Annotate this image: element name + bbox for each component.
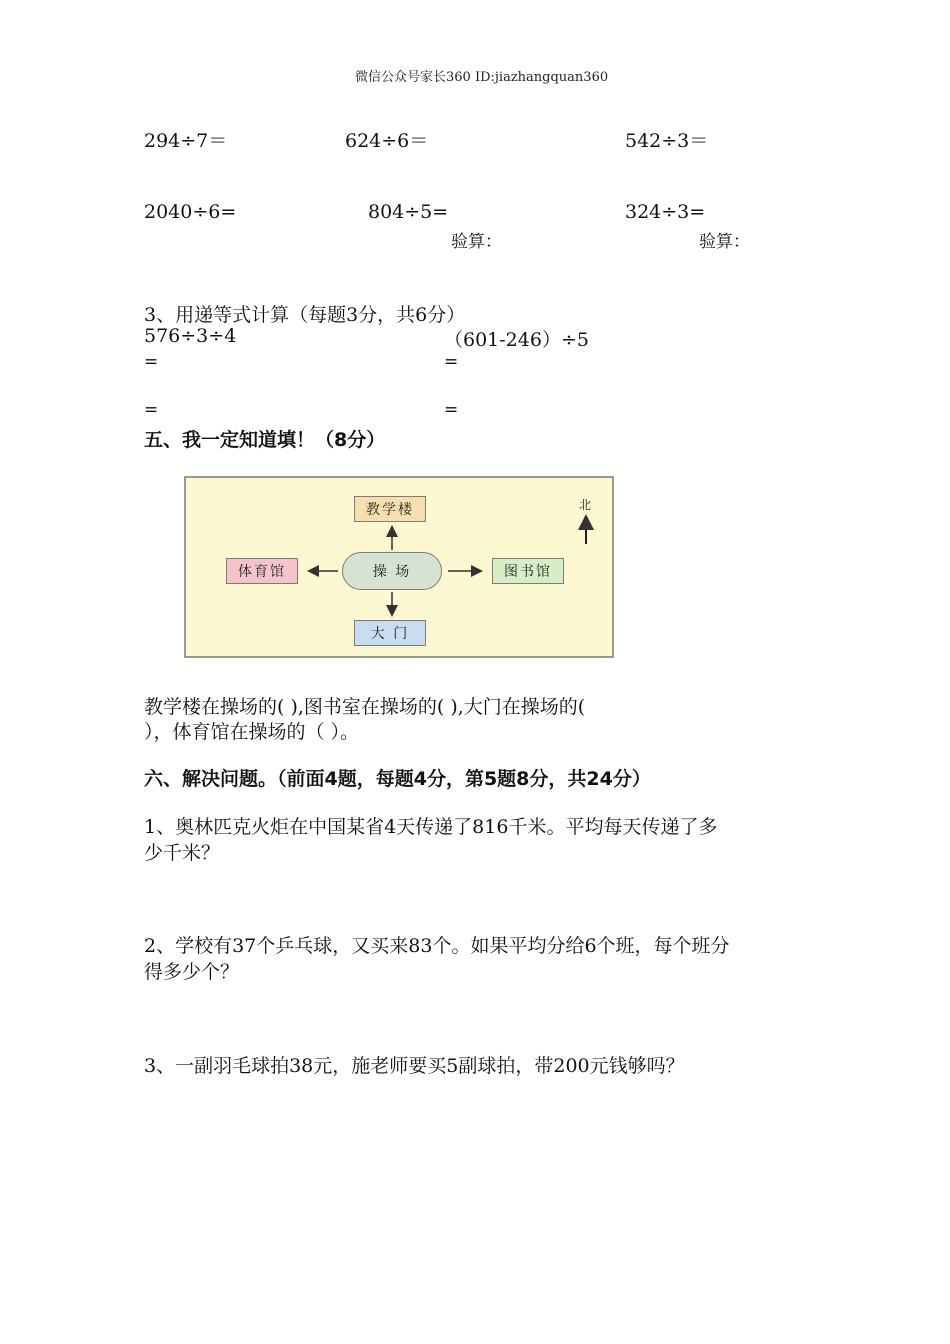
map-playground: 操 场 <box>342 552 442 590</box>
problem-804-div-5: 804÷5= <box>368 201 449 223</box>
section6-title: 六、解决问题。（前面4题，每题4分，第5题8分，共24分） <box>144 768 651 790</box>
north-label: 北 <box>579 498 592 512</box>
map-gate: 大 门 <box>354 620 426 646</box>
section5-title: 五、我一定知道填！（8分） <box>144 429 386 451</box>
expr-left: 576÷3÷4 <box>144 325 237 347</box>
problem-324-div-3: 324÷3= <box>625 201 706 223</box>
map-gym: 体育馆 <box>226 558 298 584</box>
problem-2040-div-6: 2040÷6= <box>144 201 237 223</box>
equals-right-2: = <box>444 400 459 420</box>
map-library: 图书馆 <box>492 558 564 584</box>
equals-right-1: = <box>444 352 459 372</box>
q2-line1: 2、学校有37个乒乓球，又买来83个。如果平均分给6个班，每个班分 <box>144 935 730 957</box>
q2-line2: 得多少个？ <box>144 961 240 983</box>
q1-line2: 少千米？ <box>144 842 221 864</box>
check-label-1: 验算： <box>451 232 502 252</box>
campus-map <box>184 476 614 658</box>
problem-624-div-6: 624÷6＝ <box>345 130 429 152</box>
check-label-2: 验算： <box>699 232 750 252</box>
page-header: 微信公众号家长360 ID:jiazhangquan360 <box>355 70 609 85</box>
fill-line-2: ），体育馆在操场的（ ）。 <box>144 721 360 743</box>
part3-title: 3、用递等式计算（每题3分，共6分） <box>144 304 466 326</box>
expr-right: （601-246）÷5 <box>444 329 589 351</box>
q3: 3、一副羽毛球拍38元，施老师要买5副球拍，带200元钱够吗？ <box>144 1055 685 1077</box>
q1-line1: 1、奥林匹克火炬在中国某省4天传递了816千米。平均每天传递了多 <box>144 816 718 838</box>
fill-line-1: 教学楼在操场的( ),图书室在操场的( ),大门在操场的( <box>144 696 586 718</box>
problem-542-div-3: 542÷3＝ <box>625 130 709 152</box>
equals-left-1: = <box>144 352 159 372</box>
equals-left-2: = <box>144 400 159 420</box>
problem-294-div-7: 294÷7＝ <box>144 130 228 152</box>
map-teaching-building: 教学楼 <box>354 496 426 522</box>
